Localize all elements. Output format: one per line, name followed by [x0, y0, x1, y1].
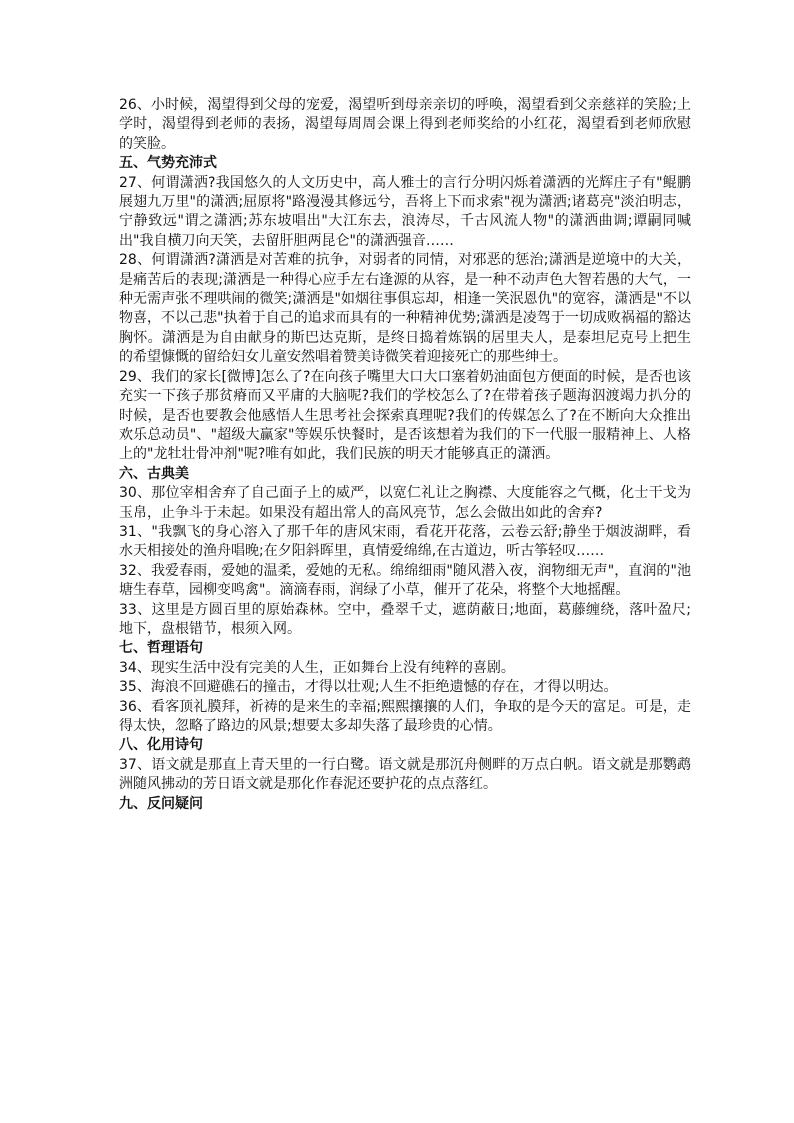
paragraph-37: 37、语文就是那直上青天里的一行白鹭。语文就是那沉舟侧畔的万点白帆。语文就是那鹦鹉洲随风拂动的芳日语文就是那化作春泥还要护花的点点落红。: [119, 756, 691, 793]
paragraph-35: 35、海浪不回避礁石的撞击，才得以壮观;人生不拒绝遗憾的存在，才得以明达。: [119, 679, 618, 696]
section-heading-7: 七、哲理语句: [119, 640, 203, 657]
section-heading-5: 五、气势充沛式: [119, 155, 217, 172]
section-heading-6: 六、古典美: [119, 465, 189, 482]
paragraph-36: 36、看客顶礼膜拜，祈祷的是来生的幸福;熙熙攘攘的人们，争取的是今天的富足。可是，走得太快，忽略了路边的风景;想要太多却失落了最珍贵的心情。: [119, 698, 691, 734]
paragraph-31: 31、"我飘飞的身心溶入了那千年的唐风宋雨，看花开花落，云卷云舒;静坐于烟波湖畔，看水天相接处的渔舟唱晚;在夕阳斜晖里，真情爱绵绵,在古道边，听古筝轻叹……: [119, 523, 691, 560]
paragraph-34: 34、现实生活中没有完美的人生，正如舞台上没有纯粹的喜剧。: [119, 659, 515, 676]
paragraph-32: 32、我爱春雨，爱她的温柔，爱她的无私。绵绵细雨"随风潜入夜，润物细无声"，直润的"池塘生春草，园柳变鸣禽"。滴滴春雨，润绿了小草，催开了花朵，将整个大地摇醒。: [119, 562, 691, 599]
document-page: [119, 96, 691, 814]
paragraph-33: 33、这里是方圆百里的原始森林。空中，叠翠千丈，遮荫蔽日;地面，葛藤缠绕，落叶盈尺;地下，盘根错节，根须入网。: [119, 601, 691, 637]
paragraph-27: 27、何谓潇洒?我国悠久的人文历史中，高人雅士的言行分明闪烁着潇洒的光辉庄子有"鲲鹏展翅九万里"的潇洒;屈原将"路漫漫其修远兮，吾将上下而求索"视为潇洒;诸葛亮"淡泊明志，宁静致远"谓之潇洒;苏东坡唱出"大江东去，浪涛尽，千古风流人物"的潇洒曲调;谭嗣同喊出"我自横刀向天笑，去留肝胆两昆仑"的潇洒强音……: [119, 174, 691, 249]
paragraph-29: 29、我们的家长[微博]怎么了?在向孩子嘴里大口大口塞着奶油面包方便面的时候，是否也该充实一下孩子那贫瘠而又平庸的大脑呢?我们的学校怎么了?在带着孩子题海泅渡竭力扒分的时候，是否也要教会他感悟人生思考社会探索真理呢?我们的传媒怎么了?在不断向大众推出欢乐总动员"、"超级大赢家"等娱乐快餐时，是否该想着为我们的下一代服一服精神上、人格上的"龙牡壮骨冲剂"呢?唯有如此，我们民族的明天才能够真正的潇洒。: [119, 368, 691, 463]
paragraph-30: 30、那位宰相舍弃了自己面子上的威严，以宽仁礼让之胸襟、大度能容之气概，化士干戈为玉帛，止争斗于未起。如果没有超出常人的高风亮节，怎么会做出如此的舍弃?: [119, 485, 691, 521]
paragraph-26: 26、小时候，渴望得到父母的宠爱，渴望听到母亲亲切的呼唤，渴望看到父亲慈祥的笑脸;上学时，渴望得到老师的表扬，渴望每周周会课上得到老师奖给的小红花，渴望看到老师欣慰的笑脸。: [119, 97, 691, 152]
section-heading-9: 九、反问疑问: [119, 795, 203, 812]
section-heading-8: 八、化用诗句: [119, 737, 203, 754]
paragraph-28: 28、何谓潇洒?潇洒是对苦难的抗争，对弱者的同情，对邪恶的惩治;潇洒是逆境中的大关，是痛苦后的表现;潇洒是一种得心应手左右逢源的从容，是一种不动声色大智若愚的大气，一种无需声张不理哄闹的微笑;潇洒是"如烟往事俱忘却，相逢一笑泯恩仇"的宽容，潇洒是"不以物喜，不以己悲"执着于自己的追求而具有的一种精神优势;潇洒是凌驾于一切成败祸福的豁达胸怀。潇洒是为自由献身的斯巴达克斯，是终日捣着炼锅的居里夫人，是泰坦尼克号上把生的希望慷慨的留给妇女儿童安然唱着赞美诗微笑着迎接死亡的那些绅士。: [119, 252, 691, 366]
